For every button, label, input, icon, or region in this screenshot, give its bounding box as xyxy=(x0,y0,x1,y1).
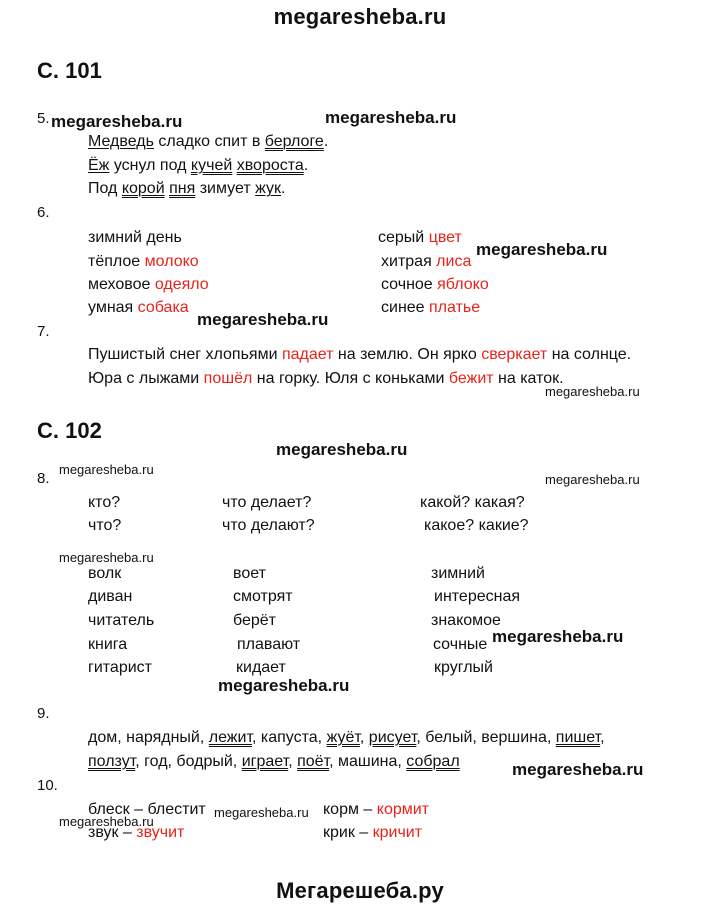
ex6-left-row: меховое одеяло xyxy=(88,276,209,293)
watermark: megaresheba.ru xyxy=(59,462,154,477)
exercise-7-number: 7. xyxy=(37,323,50,340)
ex8-noun: волк xyxy=(88,565,122,582)
exercise-5-line-2: Ёж уснул под кучей хвороста. xyxy=(88,157,309,174)
exercise-8-number: 8. xyxy=(37,470,50,487)
ex8-verb: смотрят xyxy=(233,588,293,605)
watermark: megaresheba.ru xyxy=(276,440,408,459)
page-heading-102: С. 102 xyxy=(37,418,102,443)
answer-word: лиса xyxy=(436,253,472,270)
ex6-right-row: серый цвет xyxy=(378,229,462,246)
ex8-verb: воет xyxy=(233,565,266,582)
ex10-pair: звук – звучит xyxy=(88,824,185,841)
exercise-5-number: 5. xyxy=(37,110,50,127)
watermark-bottom: Мегарешеба.ру xyxy=(276,878,444,903)
watermark: megaresheba.ru xyxy=(545,384,640,399)
ex6-left-row: зимний день xyxy=(88,229,182,246)
ex8-question: какое? какие? xyxy=(424,517,529,534)
watermark: megaresheba.ru xyxy=(218,676,350,695)
ex10-pair: блеск – блестит xyxy=(88,801,206,818)
verb-word: лежит xyxy=(208,729,252,746)
ex8-question: что делает? xyxy=(222,494,312,511)
ex8-noun: книга xyxy=(88,636,128,653)
ex10-pair: корм – кормит xyxy=(323,801,430,818)
ex8-question: что делают? xyxy=(222,517,315,534)
answer-word: молоко xyxy=(144,253,199,270)
subject-word: Ёж xyxy=(88,157,110,174)
exercise-9-line-1: дом, нарядный, лежит, капуста, жуёт, рисует, белый, вершина, пишет, xyxy=(88,729,605,746)
answer-word: пошёл xyxy=(203,370,253,387)
exercise-5-line-3: Под корой пня зимует жук. xyxy=(88,180,286,197)
subject-word: жук xyxy=(255,180,282,197)
watermark-top: megaresheba.ru xyxy=(273,4,447,29)
answer-word: сверкает xyxy=(481,346,548,363)
exercise-10-number: 10. xyxy=(37,777,58,794)
exercise-7-line-2: Юра с лыжами пошёл на горку. Юля с коньками бежит на каток. xyxy=(88,370,564,387)
ex8-noun: диван xyxy=(88,588,133,605)
ex8-adjective: сочные xyxy=(433,636,488,653)
underlined-word: корой xyxy=(121,180,165,197)
ex8-adjective: зимний xyxy=(431,565,485,582)
verb-word: рисует xyxy=(368,729,417,746)
answer-word: платье xyxy=(429,299,481,316)
underlined-word: берлоге xyxy=(264,133,324,150)
watermark: megaresheba.ru xyxy=(214,805,309,820)
verb-word: пишет xyxy=(555,729,601,746)
watermark: megaresheba.ru xyxy=(325,108,457,127)
ex8-adjective: интересная xyxy=(434,588,521,605)
watermark: megaresheba.ru xyxy=(197,310,329,329)
verb-word: ползут xyxy=(88,753,136,770)
ex6-right-row: синее платье xyxy=(381,299,481,316)
answer-word: собака xyxy=(137,299,189,316)
verb-word: собрал xyxy=(406,753,460,770)
ex10-pair: крик – кричит xyxy=(323,824,423,841)
ex8-question: кто? xyxy=(88,494,121,511)
answer-word: падает xyxy=(281,346,334,363)
ex8-adjective: круглый xyxy=(434,659,493,676)
answer-word: одеяло xyxy=(154,276,209,293)
ex8-noun: читатель xyxy=(88,612,155,629)
page-heading-101: С. 101 xyxy=(37,58,102,83)
exercise-7-line-1: Пушистый снег хлопьями падает на землю. Он ярко сверкает на солнце. xyxy=(88,346,632,363)
verb-word: поёт xyxy=(297,753,330,770)
underlined-word: кучей xyxy=(190,157,233,174)
underlined-word: хвороста xyxy=(236,157,304,174)
watermark: megaresheba.ru xyxy=(512,760,644,779)
ex8-verb: плавают xyxy=(237,636,301,653)
watermark: megaresheba.ru xyxy=(545,472,640,487)
ex6-right-row: сочное яблоко xyxy=(381,276,489,293)
answer-word: цвет xyxy=(428,229,462,246)
ex8-adjective: знакомое xyxy=(431,612,501,629)
ex8-noun: гитарист xyxy=(88,659,152,676)
watermark: megaresheba.ru xyxy=(492,627,624,646)
ex8-verb: берёт xyxy=(233,612,277,629)
watermark: megaresheba.ru xyxy=(59,814,154,829)
watermark: megaresheba.ru xyxy=(476,240,608,259)
verb-word: жуёт xyxy=(326,729,360,746)
watermark: megaresheba.ru xyxy=(51,112,183,131)
underlined-word: пня xyxy=(169,180,196,197)
subject-word: Медведь xyxy=(88,133,154,150)
ex8-question: какой? какая? xyxy=(420,494,525,511)
answer-word: яблоко xyxy=(437,276,489,293)
watermark: megaresheba.ru xyxy=(59,550,154,565)
exercise-5-line-1: Медведь сладко спит в берлоге. xyxy=(88,133,329,150)
ex6-left-row: умная собака xyxy=(88,299,189,316)
exercise-9-line-2: ползут, год, бодрый, играет, поёт, машина, собрал xyxy=(88,753,460,770)
ex8-verb: кидает xyxy=(236,659,286,676)
ex6-left-row: тёплое молоко xyxy=(88,253,199,270)
answer-word: кричит xyxy=(372,824,423,841)
ex6-right-row: хитрая лиса xyxy=(381,253,472,270)
exercise-6-number: 6. xyxy=(37,204,50,221)
verb-word: играет xyxy=(241,753,289,770)
ex8-question: что? xyxy=(88,517,122,534)
exercise-9-number: 9. xyxy=(37,705,50,722)
answer-word: звучит xyxy=(136,824,185,841)
answer-word: кормит xyxy=(376,801,430,818)
answer-word: бежит xyxy=(448,370,494,387)
